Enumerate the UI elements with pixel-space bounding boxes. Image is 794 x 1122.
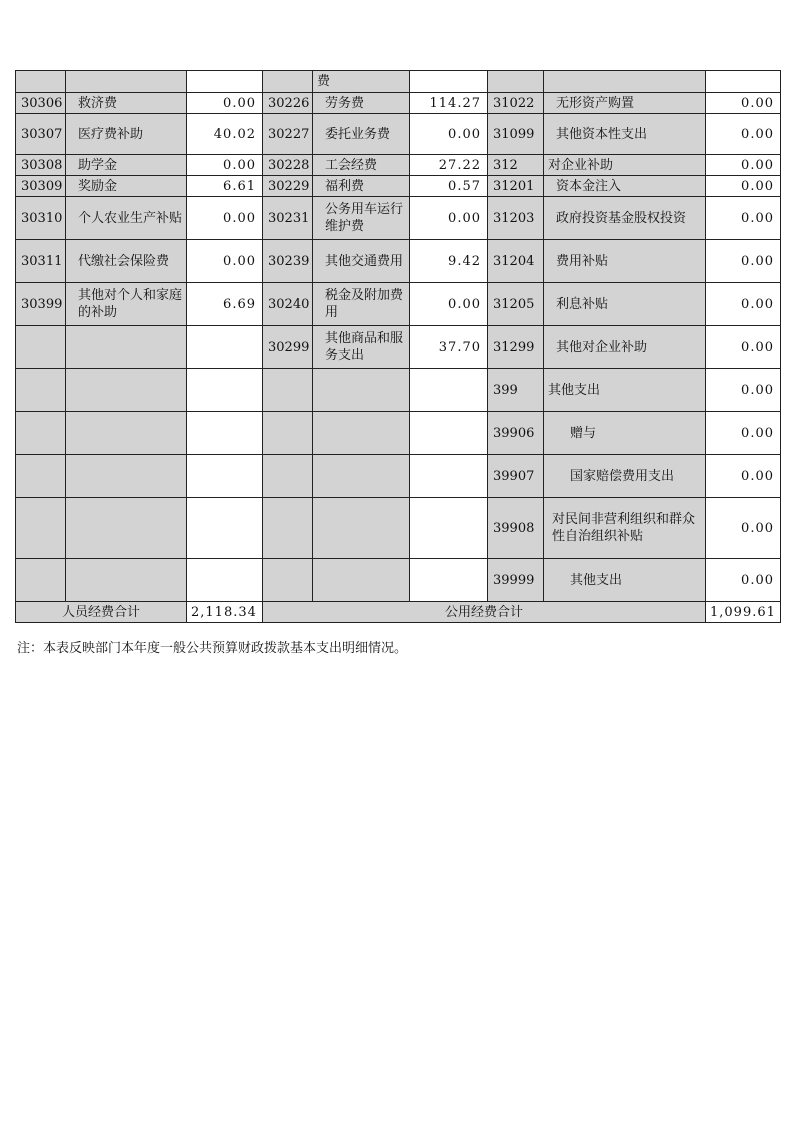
table-row bbox=[16, 197, 781, 240]
code-cell: 30228 bbox=[263, 155, 313, 176]
table-cell bbox=[706, 71, 781, 93]
table-cell bbox=[410, 71, 488, 93]
code-cell: 30239 bbox=[263, 240, 313, 283]
name-cell bbox=[66, 326, 187, 369]
name-cell: 对民间非营利组织和群众性自治组织补贴 bbox=[544, 498, 706, 559]
amount-cell: 0.00 bbox=[187, 155, 263, 176]
name-cell: 医疗费补助 bbox=[66, 114, 187, 155]
code-cell: 39999 bbox=[488, 559, 544, 602]
amount-cell: 0.00 bbox=[410, 197, 488, 240]
code-cell bbox=[16, 369, 66, 412]
code-cell bbox=[16, 326, 66, 369]
name-cell: 代缴社会保险费 bbox=[66, 240, 187, 283]
amount-cell bbox=[410, 455, 488, 498]
amount-cell bbox=[187, 455, 263, 498]
amount-cell bbox=[187, 369, 263, 412]
code-cell: 30308 bbox=[16, 155, 66, 176]
name-cell bbox=[313, 559, 410, 602]
table-row bbox=[16, 455, 781, 498]
table-row bbox=[16, 93, 781, 114]
amount-cell: 0.00 bbox=[706, 240, 781, 283]
code-cell: 31203 bbox=[488, 197, 544, 240]
name-cell: 其他资本性支出 bbox=[544, 114, 706, 155]
table-row bbox=[16, 283, 781, 326]
code-cell bbox=[16, 559, 66, 602]
name-cell: 政府投资基金股权投资 bbox=[544, 197, 706, 240]
amount-cell: 40.02 bbox=[187, 114, 263, 155]
code-cell bbox=[263, 412, 313, 455]
amount-cell: 0.00 bbox=[706, 455, 781, 498]
code-cell bbox=[263, 369, 313, 412]
name-cell: 其他支出 bbox=[544, 369, 706, 412]
public-total-amount: 1,099.61 bbox=[706, 602, 781, 623]
code-cell: 30310 bbox=[16, 197, 66, 240]
amount-cell bbox=[187, 498, 263, 559]
amount-cell bbox=[410, 559, 488, 602]
table-row bbox=[16, 240, 781, 283]
code-cell: 30240 bbox=[263, 283, 313, 326]
amount-cell: 9.42 bbox=[410, 240, 488, 283]
amount-cell: 0.00 bbox=[410, 283, 488, 326]
code-cell: 31022 bbox=[488, 93, 544, 114]
table-cell bbox=[66, 71, 187, 93]
name-cell: 其他支出 bbox=[544, 559, 706, 602]
table-row bbox=[16, 114, 781, 155]
code-cell: 31201 bbox=[488, 176, 544, 197]
amount-cell: 6.69 bbox=[187, 283, 263, 326]
table-row bbox=[16, 155, 781, 176]
code-cell: 31099 bbox=[488, 114, 544, 155]
basic-expenditure-table bbox=[15, 70, 781, 623]
code-cell: 30399 bbox=[16, 283, 66, 326]
amount-cell: 0.00 bbox=[706, 197, 781, 240]
code-cell bbox=[16, 498, 66, 559]
name-cell: 工会经费 bbox=[313, 155, 410, 176]
code-cell: 312 bbox=[488, 155, 544, 176]
name-cell bbox=[66, 559, 187, 602]
amount-cell: 0.00 bbox=[706, 155, 781, 176]
name-cell: 其他商品和服务支出 bbox=[313, 326, 410, 369]
amount-cell bbox=[410, 369, 488, 412]
code-cell bbox=[16, 412, 66, 455]
table-cell bbox=[187, 71, 263, 93]
name-cell: 奖励金 bbox=[66, 176, 187, 197]
amount-cell: 114.27 bbox=[410, 93, 488, 114]
code-cell bbox=[263, 559, 313, 602]
code-cell: 30226 bbox=[263, 93, 313, 114]
amount-cell: 0.00 bbox=[706, 176, 781, 197]
table-footnote: 注：本表反映部门本年度一般公共预算财政拨款基本支出明细情况。 bbox=[17, 641, 408, 656]
name-cell: 其他交通费用 bbox=[313, 240, 410, 283]
name-cell bbox=[66, 412, 187, 455]
personnel-total-label: 人员经费合计 bbox=[16, 602, 187, 623]
name-cell: 国家赔偿费用支出 bbox=[544, 455, 706, 498]
public-total-label: 公用经费合计 bbox=[263, 602, 706, 623]
table-row bbox=[16, 326, 781, 369]
amount-cell bbox=[187, 412, 263, 455]
name-cell: 救济费 bbox=[66, 93, 187, 114]
amount-cell: 0.00 bbox=[706, 369, 781, 412]
name-cell: 资本金注入 bbox=[544, 176, 706, 197]
code-cell: 31205 bbox=[488, 283, 544, 326]
amount-cell: 0.00 bbox=[187, 240, 263, 283]
table-cell: 费 bbox=[313, 71, 410, 93]
amount-cell bbox=[187, 559, 263, 602]
name-cell bbox=[66, 498, 187, 559]
name-cell bbox=[313, 498, 410, 559]
code-cell: 30311 bbox=[16, 240, 66, 283]
name-cell: 个人农业生产补贴 bbox=[66, 197, 187, 240]
personnel-total-amount: 2,118.34 bbox=[187, 602, 263, 623]
table-row bbox=[16, 412, 781, 455]
table-row bbox=[16, 71, 781, 93]
name-cell bbox=[313, 369, 410, 412]
code-cell: 30299 bbox=[263, 326, 313, 369]
name-cell: 委托业务费 bbox=[313, 114, 410, 155]
amount-cell bbox=[187, 326, 263, 369]
amount-cell: 0.00 bbox=[187, 197, 263, 240]
amount-cell: 0.00 bbox=[706, 283, 781, 326]
code-cell: 39907 bbox=[488, 455, 544, 498]
code-cell: 39908 bbox=[488, 498, 544, 559]
amount-cell: 0.00 bbox=[410, 114, 488, 155]
name-cell: 赠与 bbox=[544, 412, 706, 455]
name-cell: 税金及附加费用 bbox=[313, 283, 410, 326]
amount-cell: 0.57 bbox=[410, 176, 488, 197]
amount-cell: 6.61 bbox=[187, 176, 263, 197]
table-cell bbox=[488, 71, 544, 93]
name-cell: 福利费 bbox=[313, 176, 410, 197]
amount-cell bbox=[410, 412, 488, 455]
table-cell bbox=[16, 71, 66, 93]
table-cell bbox=[544, 71, 706, 93]
name-cell bbox=[313, 455, 410, 498]
code-cell bbox=[263, 455, 313, 498]
code-cell bbox=[16, 455, 66, 498]
code-cell: 30227 bbox=[263, 114, 313, 155]
name-cell: 费用补贴 bbox=[544, 240, 706, 283]
name-cell: 助学金 bbox=[66, 155, 187, 176]
totals-row bbox=[16, 602, 781, 623]
name-cell bbox=[66, 455, 187, 498]
name-cell: 其他对个人和家庭的补助 bbox=[66, 283, 187, 326]
name-cell: 对企业补助 bbox=[544, 155, 706, 176]
amount-cell: 0.00 bbox=[706, 559, 781, 602]
code-cell: 30309 bbox=[16, 176, 66, 197]
name-cell bbox=[313, 412, 410, 455]
amount-cell: 0.00 bbox=[187, 93, 263, 114]
amount-cell: 27.22 bbox=[410, 155, 488, 176]
amount-cell: 0.00 bbox=[706, 412, 781, 455]
table-row bbox=[16, 559, 781, 602]
name-cell: 无形资产购置 bbox=[544, 93, 706, 114]
name-cell: 公务用车运行维护费 bbox=[313, 197, 410, 240]
table-row bbox=[16, 176, 781, 197]
amount-cell: 0.00 bbox=[706, 326, 781, 369]
table-row bbox=[16, 369, 781, 412]
name-cell: 劳务费 bbox=[313, 93, 410, 114]
code-cell: 31204 bbox=[488, 240, 544, 283]
code-cell: 39906 bbox=[488, 412, 544, 455]
amount-cell: 0.00 bbox=[706, 93, 781, 114]
name-cell bbox=[66, 369, 187, 412]
name-cell: 其他对企业补助 bbox=[544, 326, 706, 369]
amount-cell bbox=[410, 498, 488, 559]
amount-cell: 0.00 bbox=[706, 498, 781, 559]
table-cell bbox=[263, 71, 313, 93]
code-cell: 30306 bbox=[16, 93, 66, 114]
amount-cell: 37.70 bbox=[410, 326, 488, 369]
code-cell: 31299 bbox=[488, 326, 544, 369]
code-cell: 399 bbox=[488, 369, 544, 412]
code-cell: 30229 bbox=[263, 176, 313, 197]
table-row bbox=[16, 498, 781, 559]
name-cell: 利息补贴 bbox=[544, 283, 706, 326]
code-cell bbox=[263, 498, 313, 559]
code-cell: 30307 bbox=[16, 114, 66, 155]
amount-cell: 0.00 bbox=[706, 114, 781, 155]
code-cell: 30231 bbox=[263, 197, 313, 240]
